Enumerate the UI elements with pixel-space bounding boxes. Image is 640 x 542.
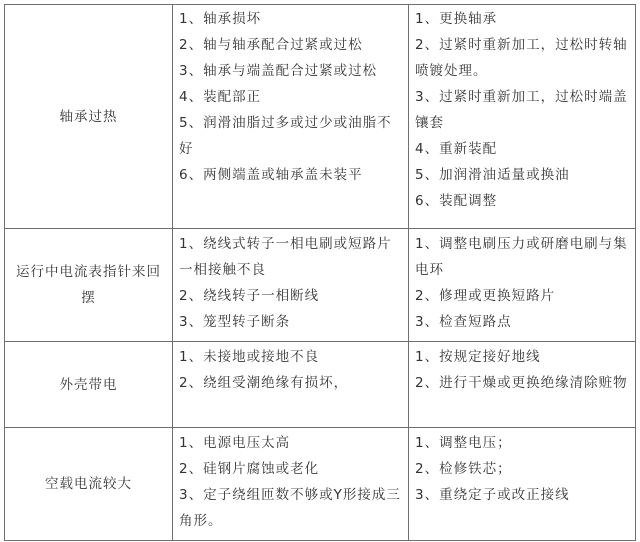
fix-item: 6、装配调整 bbox=[415, 193, 498, 209]
fix-cell bbox=[409, 5, 636, 229]
fault-diagnosis-table bbox=[4, 4, 636, 541]
cause-item: 2、绕线转子一相断线 bbox=[179, 288, 320, 304]
table-row bbox=[5, 229, 636, 342]
cause-item: 1、绕线式转子一相电刷或短路片一相接触不良 bbox=[179, 236, 392, 278]
cause-item: 4、装配部正 bbox=[179, 89, 262, 105]
cause-item: 3、轴承与端盖配合过紧或过松 bbox=[179, 63, 378, 79]
fault-label: 轴承过热 bbox=[59, 108, 118, 125]
cause-item: 1、电源电压太高 bbox=[179, 435, 291, 451]
fix-item: 2、过紧时重新加工，过松时转轴喷镀处理。 bbox=[415, 37, 628, 79]
cause-cell bbox=[173, 342, 409, 428]
table-row bbox=[5, 342, 636, 428]
fault-label: 空载电流较大 bbox=[45, 476, 132, 492]
fix-item: 5、加润滑油适量或换油 bbox=[415, 167, 570, 183]
fix-item: 2、检修铁芯； bbox=[415, 461, 512, 477]
fix-item: 2、修理或更换短路片 bbox=[415, 288, 556, 304]
cause-item: 3、笼型转子断条 bbox=[179, 314, 291, 330]
cause-item: 1、未接地或接地不良 bbox=[179, 349, 320, 365]
fault-cell bbox=[5, 428, 173, 541]
fault-cell bbox=[5, 229, 173, 342]
cause-item: 2、硅钢片腐蚀或老化 bbox=[179, 461, 320, 477]
cause-cell bbox=[173, 229, 409, 342]
fix-cell bbox=[409, 229, 636, 342]
fault-label: 外壳带电 bbox=[59, 376, 118, 393]
cause-item: 2、轴与轴承配合过紧或过松 bbox=[179, 37, 363, 53]
cause-item: 6、两侧端盖或轴承盖未装平 bbox=[179, 167, 363, 183]
fix-cell bbox=[409, 428, 636, 541]
cause-item: 5、润滑油脂过多或过少或油脂不好 bbox=[179, 115, 392, 157]
table-row bbox=[5, 5, 636, 229]
table-row bbox=[5, 428, 636, 541]
fix-item: 3、重绕定子或改正接线 bbox=[415, 487, 570, 503]
fault-cell bbox=[5, 5, 173, 229]
fix-item: 1、更换轴承 bbox=[415, 11, 498, 27]
fix-item: 2、进行干燥或更换绝缘清除赃物 bbox=[415, 375, 628, 391]
cause-cell bbox=[173, 428, 409, 541]
fault-cell bbox=[5, 342, 173, 428]
fix-item: 4、重新装配 bbox=[415, 141, 498, 157]
fix-item: 3、过紧时重新加工，过松时端盖镶套 bbox=[415, 89, 628, 131]
cause-cell bbox=[173, 5, 409, 229]
fix-item: 1、调整电压； bbox=[415, 435, 512, 451]
fix-item: 3、检查短路点 bbox=[415, 314, 512, 330]
cause-item: 3、定子绕组匝数不够或Y形接成三角形。 bbox=[179, 487, 401, 529]
fix-cell bbox=[409, 342, 636, 428]
fix-item: 1、按规定接好地线 bbox=[415, 349, 541, 365]
cause-item: 2、绕组受潮绝缘有损坏， bbox=[179, 375, 349, 391]
cause-item: 1、轴承损坏 bbox=[179, 11, 262, 27]
fix-item: 1、调整电刷压力或研磨电刷与集电环 bbox=[415, 236, 628, 278]
fault-label: 运行中电流表指针来回摆 bbox=[16, 264, 161, 306]
